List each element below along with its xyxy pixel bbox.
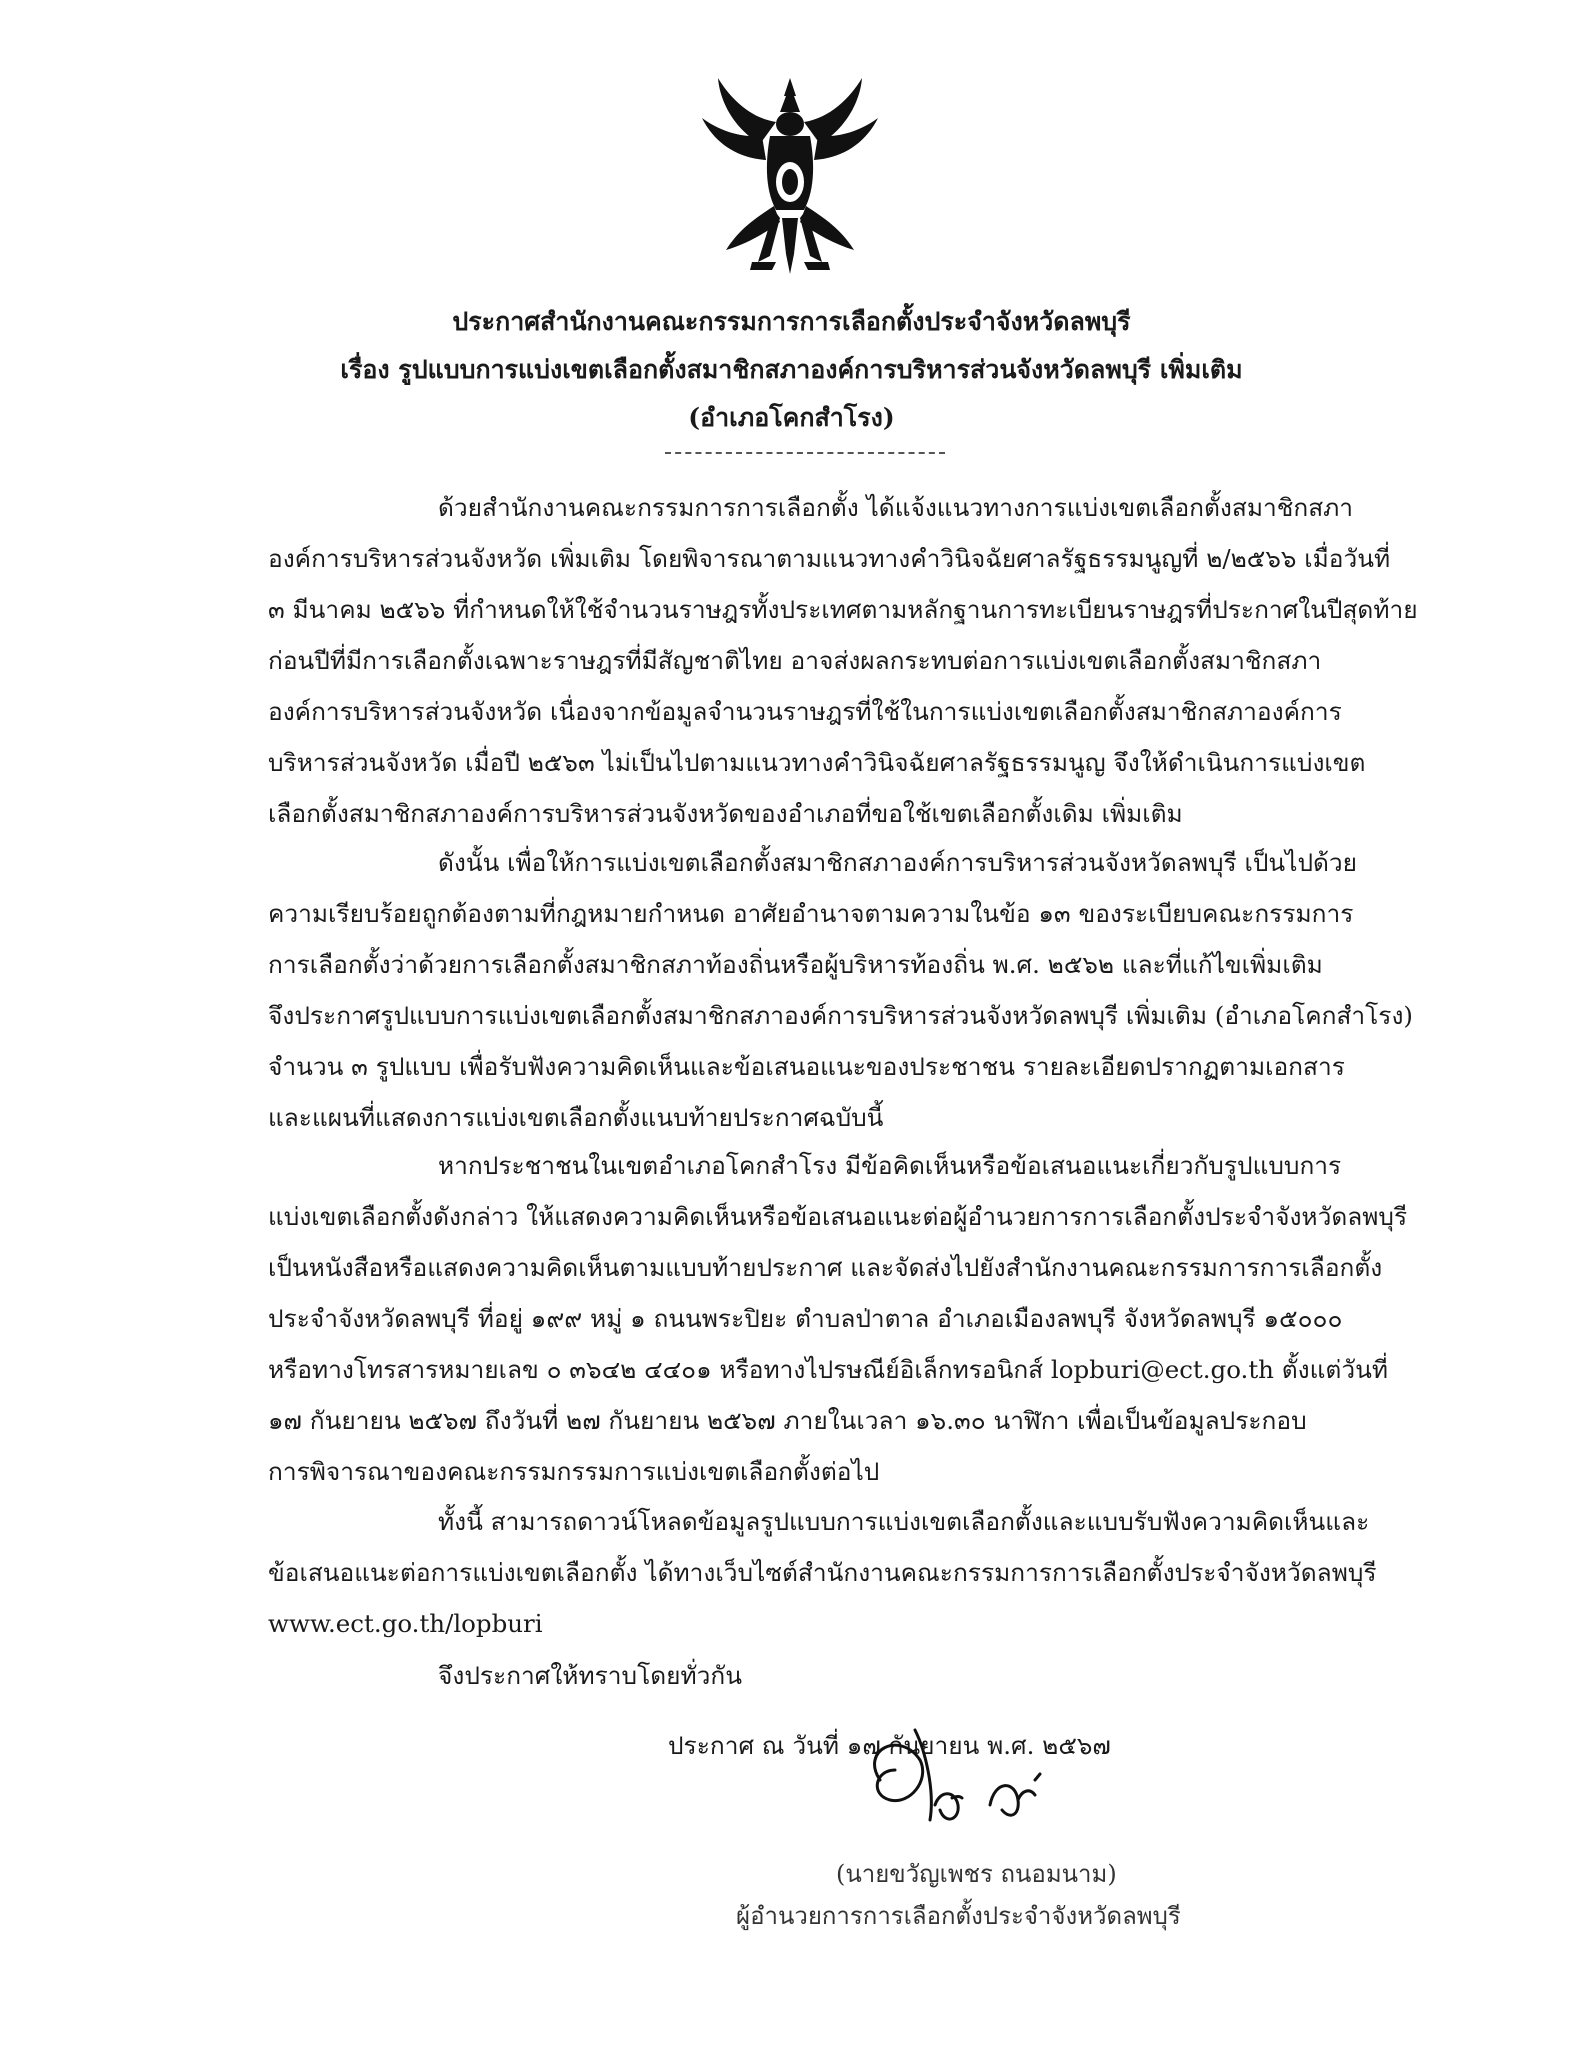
- announcement-title: ประกาศสำนักงานคณะกรรมการการเลือกตั้งประจำจังหวัดลพบุรี: [452, 307, 1131, 336]
- website-link[interactable]: www.ect.go.th/lopburi: [268, 1609, 543, 1638]
- paragraph-download: [268, 1496, 1378, 1649]
- paragraph-line: จึงประกาศรูปแบบการแบ่งเขตเลือกตั้งสมาชิกสภาองค์การบริหารส่วนจังหวัดลพบุรี เพิ่มเติม (อำเภอโคกสำโรง): [268, 1001, 1413, 1030]
- paragraph-line: บริหารส่วนจังหวัด เมื่อปี ๒๕๖๓ ไม่เป็นไปตามแนวทางคำวินิจฉัยศาลรัฐธรรมนูญ จึงให้ดำเนินการแบ่งเขต: [268, 748, 1366, 777]
- handwritten-signature: [840, 1710, 1140, 1860]
- paragraph-line: องค์การบริหารส่วนจังหวัด เนื่องจากข้อมูลจำนวนราษฎรที่ใช้ในการแบ่งเขตเลือกตั้งสมาชิกสภาองค์การ: [268, 697, 1342, 726]
- paragraph-line: ๑๗ กันยายน ๒๕๖๗ ถึงวันที่ ๒๗ กันยายน ๒๕๖๗ ภายในเวลา ๑๖.๓๐ นาฬิกา เพื่อเป็นข้อมูลประกอบ: [268, 1406, 1307, 1435]
- signatory-title: ผู้อำนวยการการเลือกตั้งประจำจังหวัดลพบุรี: [736, 1902, 1181, 1930]
- closing-statement: จึงประกาศให้ทราบโดยทั่วกัน: [438, 1661, 742, 1690]
- paragraph-line: และแผนที่แสดงการแบ่งเขตเลือกตั้งแนบท้ายประกาศฉบับนี้: [268, 1103, 884, 1132]
- paragraph-line: การเลือกตั้งว่าด้วยการเลือกตั้งสมาชิกสภาท้องถิ่นหรือผู้บริหารท้องถิ่น พ.ศ. ๒๕๖๒ และที่แก้ไขเพิ่มเติม: [268, 950, 1323, 979]
- paragraph-line: การพิจารณาของคณะกรรมกรรมการแบ่งเขตเลือกตั้งต่อไป: [268, 1457, 880, 1486]
- paragraph-line: ความเรียบร้อยถูกต้องตามที่กฎหมายกำหนด อาศัยอำนาจตามความในข้อ ๑๓ ของระเบียบคณะกรรมการ: [268, 899, 1354, 928]
- paragraph-line: เลือกตั้งสมาชิกสภาองค์การบริหารส่วนจังหวัดของอำเภอที่ขอใช้เขตเลือกตั้งเดิม เพิ่มเติม: [268, 799, 1183, 828]
- title-divider: [665, 452, 945, 454]
- paragraph-line: ด้วยสำนักงานคณะกรรมการการเลือกตั้ง ได้แจ้งแนวทางการแบ่งเขตเลือกตั้งสมาชิกสภา: [438, 493, 1354, 522]
- subject-title: เรื่อง รูปแบบการแบ่งเขตเลือกตั้งสมาชิกสภาองค์การบริหารส่วนจังหวัดลพบุรี เพิ่มเติม: [340, 355, 1243, 384]
- paragraph-line: ๓ มีนาคม ๒๕๖๖ ที่กำหนดให้ใช้จำนวนราษฎรทั้งประเทศตามหลักฐานการทะเบียนราษฎรที่ประกาศในปีสุดท้าย: [268, 595, 1418, 624]
- paragraph-line: องค์การบริหารส่วนจังหวัด เพิ่มเติม โดยพิจารณาตามแนวทางคำวินิจฉัยศาลรัฐธรรมนูญที่ ๒/๒๕๖๖ เมื่อวันที่: [268, 544, 1391, 573]
- paragraph-line: ประจำจังหวัดลพบุรี ที่อยู่ ๑๙๙ หมู่ ๑ ถนนพระปิยะ ตำบลป่าตาล อำเภอเมืองลพบุรี จังหวัดลพบุรี ๑๕๐๐๐: [268, 1304, 1343, 1333]
- garuda-emblem-icon: [690, 78, 890, 278]
- paragraph-line: หรือทางโทรสารหมายเลข ๐ ๓๖๔๒ ๔๔๐๑ หรือทางไปรษณีย์อิเล็กทรอนิกส์ lopburi@ect.go.th ตั้งแต่วันที่: [268, 1355, 1388, 1384]
- signatory-name: (นายขวัญเพชร ถนอมนาม): [836, 1860, 1117, 1888]
- paragraph-line: ก่อนปีที่มีการเลือกตั้งเฉพาะราษฎรที่มีสัญชาติไทย อาจส่งผลกระทบต่อการแบ่งเขตเลือกตั้งสมาชิกสภา: [268, 646, 1322, 675]
- paragraph-line: หากประชาชนในเขตอำเภอโคกสำโรง มีข้อคิดเห็นหรือข้อเสนอแนะเกี่ยวกับรูปแบบการ: [438, 1151, 1342, 1180]
- district-subtitle: (อำเภอโคกสำโรง): [688, 403, 895, 432]
- paragraph-line: แบ่งเขตเลือกตั้งดังกล่าว ให้แสดงความคิดเห็นหรือข้อเสนอแนะต่อผู้อำนวยการการเลือกตั้งประจำจังหวัดลพบุรี: [268, 1202, 1408, 1231]
- paragraph-announcement: [268, 837, 1413, 1143]
- paragraph-line: ทั้งนี้ สามารถดาวน์โหลดข้อมูลรูปแบบการแบ่งเขตเลือกตั้งและแบบรับฟังความคิดเห็นและ: [438, 1507, 1370, 1536]
- paragraph-background: [268, 482, 1418, 839]
- paragraph-feedback: [268, 1140, 1408, 1497]
- announcement-date: ประกาศ ณ วันที่ ๑๗ กันยายน พ.ศ. ๒๕๖๗: [668, 1731, 1111, 1760]
- paragraph-line: ข้อเสนอแนะต่อการแบ่งเขตเลือกตั้ง ได้ทางเว็บไซต์สำนักงานคณะกรรมการการเลือกตั้งประจำจังหวัดลพบุรี: [268, 1558, 1377, 1587]
- paragraph-line: จำนวน ๓ รูปแบบ เพื่อรับฟังความคิดเห็นและข้อเสนอแนะของประชาชน รายละเอียดปรากฏตามเอกสาร: [268, 1052, 1345, 1081]
- paragraph-line: เป็นหนังสือหรือแสดงความคิดเห็นตามแบบท้ายประกาศ และจัดส่งไปยังสำนักงานคณะกรรมการการเลือกตั้ง: [268, 1253, 1383, 1282]
- paragraph-line: ดังนั้น เพื่อให้การแบ่งเขตเลือกตั้งสมาชิกสภาองค์การบริหารส่วนจังหวัดลพบุรี เป็นไปด้วย: [438, 848, 1358, 877]
